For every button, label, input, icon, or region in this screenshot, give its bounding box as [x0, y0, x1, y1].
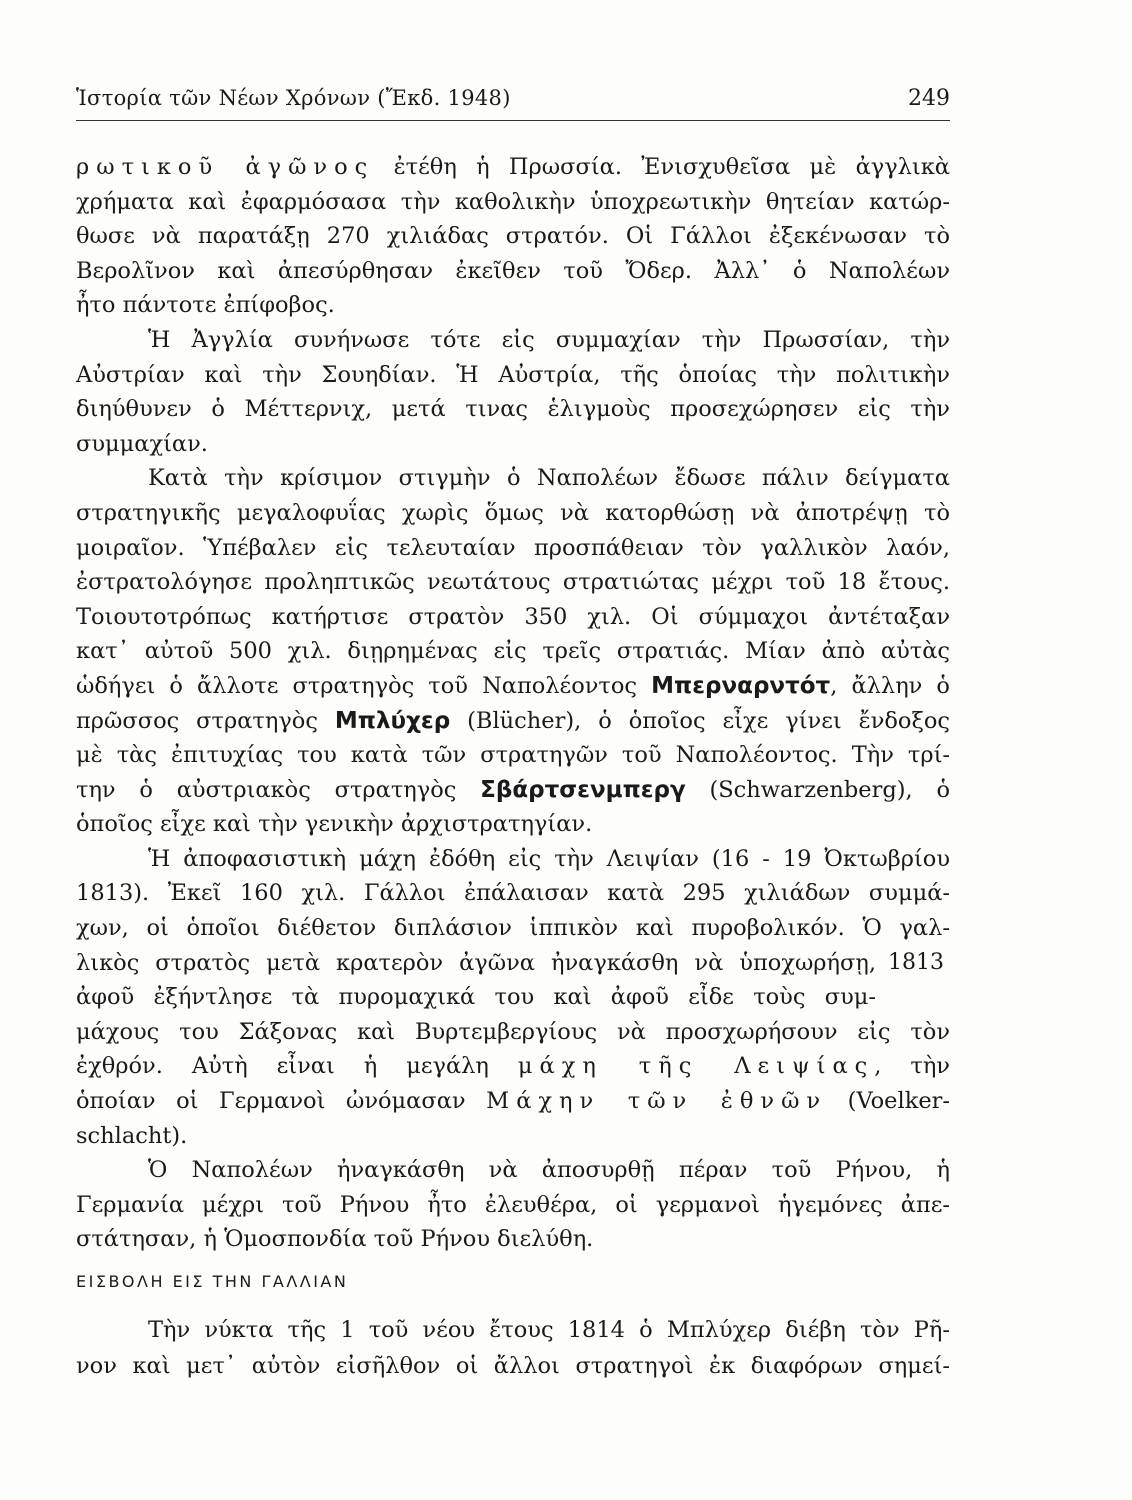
text-line: ὁποῖος εἶχε καὶ τὴν γενικὴν ἀρχιστρατηγίαν. [76, 811, 593, 838]
text-span: (Schwarzenberg), ὁ [709, 776, 950, 803]
text-line: χων, οἱ ὁποῖοι διέθετον διπλάσιον ἱππικὸν καὶ πυροβολικόν. Ὁ γαλ- [76, 915, 950, 942]
text-line: Τὴν νύκτα τῆς 1 τοῦ νέου ἔτους 1814 ὁ Μπλύχερ διέβη τὸν Ρῆ- [148, 1317, 950, 1343]
spaced-phrase: ρωτικοῦ ἀγῶνος [76, 154, 375, 180]
text-line: Βερολῖνον καὶ ἀπεσύρθησαν ἐκεῖθεν τοῦ Ὄδερ. Ἀλλ᾽ ὁ Ναπολέων [76, 257, 950, 284]
section-text [76, 1312, 950, 1384]
text-line: Ἡ ἀποφασιστικὴ μάχη ἐδόθη εἰς τὴν Λειψίαν (16 - 19 Ὀκτωβρίου [148, 845, 950, 872]
text-line: χρήματα καὶ ἐφαρμόσασα τὴν καθολικὴν ὑποχρεωτικὴν θητείαν κατώρ- [76, 188, 950, 215]
spaced-phrase: Μάχην τῶν ἐθνῶν [486, 1088, 828, 1115]
bold-name: Σβάρτσενμπεργ [480, 776, 686, 803]
running-title: Ἱστορία τῶν Νέων Χρόνων (Ἔκδ. 1948) [76, 86, 511, 110]
text-line: ἐστρατολόγησε προληπτικῶς νεωτάτους στρατιώτας μέχρι τοῦ 18 ἔτους. [76, 569, 950, 596]
running-head [76, 86, 950, 121]
text-span: , τὴν [874, 1053, 950, 1080]
text-line: Ὁ Ναπολέων ἠναγκάσθη νὰ ἀποσυρθῇ πέραν τοῦ Ρήνου, ἡ [148, 1157, 950, 1184]
text-line [76, 150, 950, 185]
text-line: θωσε νὰ παρατάξῃ 270 χιλιάδας στρατόν. Οἱ Γάλλοι ἐξεκένωσαν τὸ [76, 223, 950, 250]
text-line: μοιραῖον. Ὑπέβαλεν εἰς τελευταίαν προσπάθειαν τὸν γαλλικὸν λαόν, [76, 534, 950, 561]
text-span: ἐχθρόν. Αὐτὴ εἶναι ἡ μεγάλη [76, 1053, 489, 1080]
text-line: 1813). Ἐκεῖ 160 χιλ. Γάλλοι ἐπάλαισαν κατὰ 295 χιλιάδων συμμά- [76, 880, 950, 907]
text-line: νον καὶ μετ᾽ αὐτὸν εἰσῆλθον οἱ ἄλλοι στρατηγοὶ ἐκ διαφόρων σημεί- [76, 1353, 950, 1379]
text-span: ἐτέθη ἡ Πρωσσία. Ἐνισχυθεῖσα μὲ ἀγγλικὰ [393, 154, 951, 180]
text-span: την ὁ αὐστριακὸς στρατηγὸς [76, 776, 457, 803]
text-line [76, 669, 950, 704]
text-line: Τοιουτοτρόπως κατήρτισε στρατὸν 350 χιλ. Οἱ σύμμαχοι ἀντέταξαν [76, 603, 950, 630]
text-span: , ἄλλην ὁ [830, 672, 950, 699]
text-line [76, 1049, 950, 1084]
text-span: πρῶσσος στρατηγὸς [76, 707, 318, 734]
text-line [76, 704, 950, 739]
text-line: μὲ τὰς ἐπιτυχίας του κατὰ τῶν στρατηγῶν τοῦ Ναπολέοντος. Τὴν τρί- [76, 742, 950, 769]
text-line: Αὐστρίαν καὶ τὴν Σουηδίαν. Ἡ Αὐστρία, τῆς ὁποίας τὴν πολιτικὴν [76, 361, 950, 388]
text-line: στρατηγικῆς μεγαλοφυΐας χωρὶς ὅμως νὰ κατορθώσῃ νὰ ἀποτρέψῃ τὸ [76, 499, 950, 526]
bold-name: Μπλύχερ [334, 707, 451, 734]
body-text [76, 150, 950, 1257]
text-line: διηύθυνεν ὁ Μέττερνιχ, μετά τινας ἑλιγμοὺς προσεχώρησεν εἰς τὴν [76, 396, 950, 423]
margin-year-note: 1813 [888, 950, 944, 975]
bold-name: Μπερναρντότ [651, 672, 831, 699]
text-line: Γερμανία μέχρι τοῦ Ρήνου ἦτο ἐλευθέρα, οἱ γερμανοὶ ἡγεμόνες ἀπε- [76, 1191, 950, 1218]
spaced-phrase: μάχη τῆς Λειψίας [517, 1053, 875, 1080]
text-span: (Blücher), ὁ ὁποῖος εἶχε γίνει ἔνδοξος [467, 707, 951, 734]
text-line: schlacht). [76, 1122, 188, 1149]
text-line: κατ᾽ αὐτοῦ 500 χιλ. διῃρημένας εἰς τρεῖς στρατιάς. Μίαν ἀπὸ αὐτὰς [76, 638, 950, 665]
section-heading: ΕΙΣΒΟΛΗ ΕΙΣ ΤΗΝ ΓΑΛΛΙΑΝ [76, 1272, 349, 1291]
text-line [76, 773, 950, 808]
text-line: λικὸς στρατὸς μετὰ κρατερὸν ἀγῶνα ἠναγκάσθη νὰ ὑποχωρήσῃ, [76, 949, 876, 976]
text-span: ὁποίαν οἱ Γερμανοὶ ὠνόμασαν [76, 1088, 466, 1115]
text-line: Κατὰ τὴν κρίσιμον στιγμὴν ὁ Ναπολέων ἔδωσε πάλιν δείγματα [148, 465, 950, 492]
text-line: Ἡ Ἀγγλία συνήνωσε τότε εἰς συμμαχίαν τὴν Πρωσσίαν, τὴν [148, 326, 950, 353]
text-line [76, 1084, 950, 1119]
text-line: στάτησαν, ἡ Ὁμοσπονδία τοῦ Ρήνου διελύθη. [76, 1226, 594, 1253]
text-span: (Voelker- [847, 1088, 950, 1115]
text-line: ἀφοῦ ἐξήντλησε τὰ πυρομαχικά του καὶ ἀφοῦ εἶδε τοὺς συμ- [76, 984, 876, 1011]
text-line: ἦτο πάντοτε ἐπίφοβος. [76, 292, 335, 319]
text-line: μάχους του Σάξονας καὶ Βυρτεμβεργίους νὰ προσχωρήσουν εἰς τὸν [76, 1018, 950, 1045]
page-number: 249 [908, 86, 950, 111]
text-span: ὡδήγει ὁ ἄλλοτε στρατηγὸς τοῦ Ναπολέοντος [76, 672, 638, 699]
text-line: συμμαχίαν. [76, 430, 208, 457]
